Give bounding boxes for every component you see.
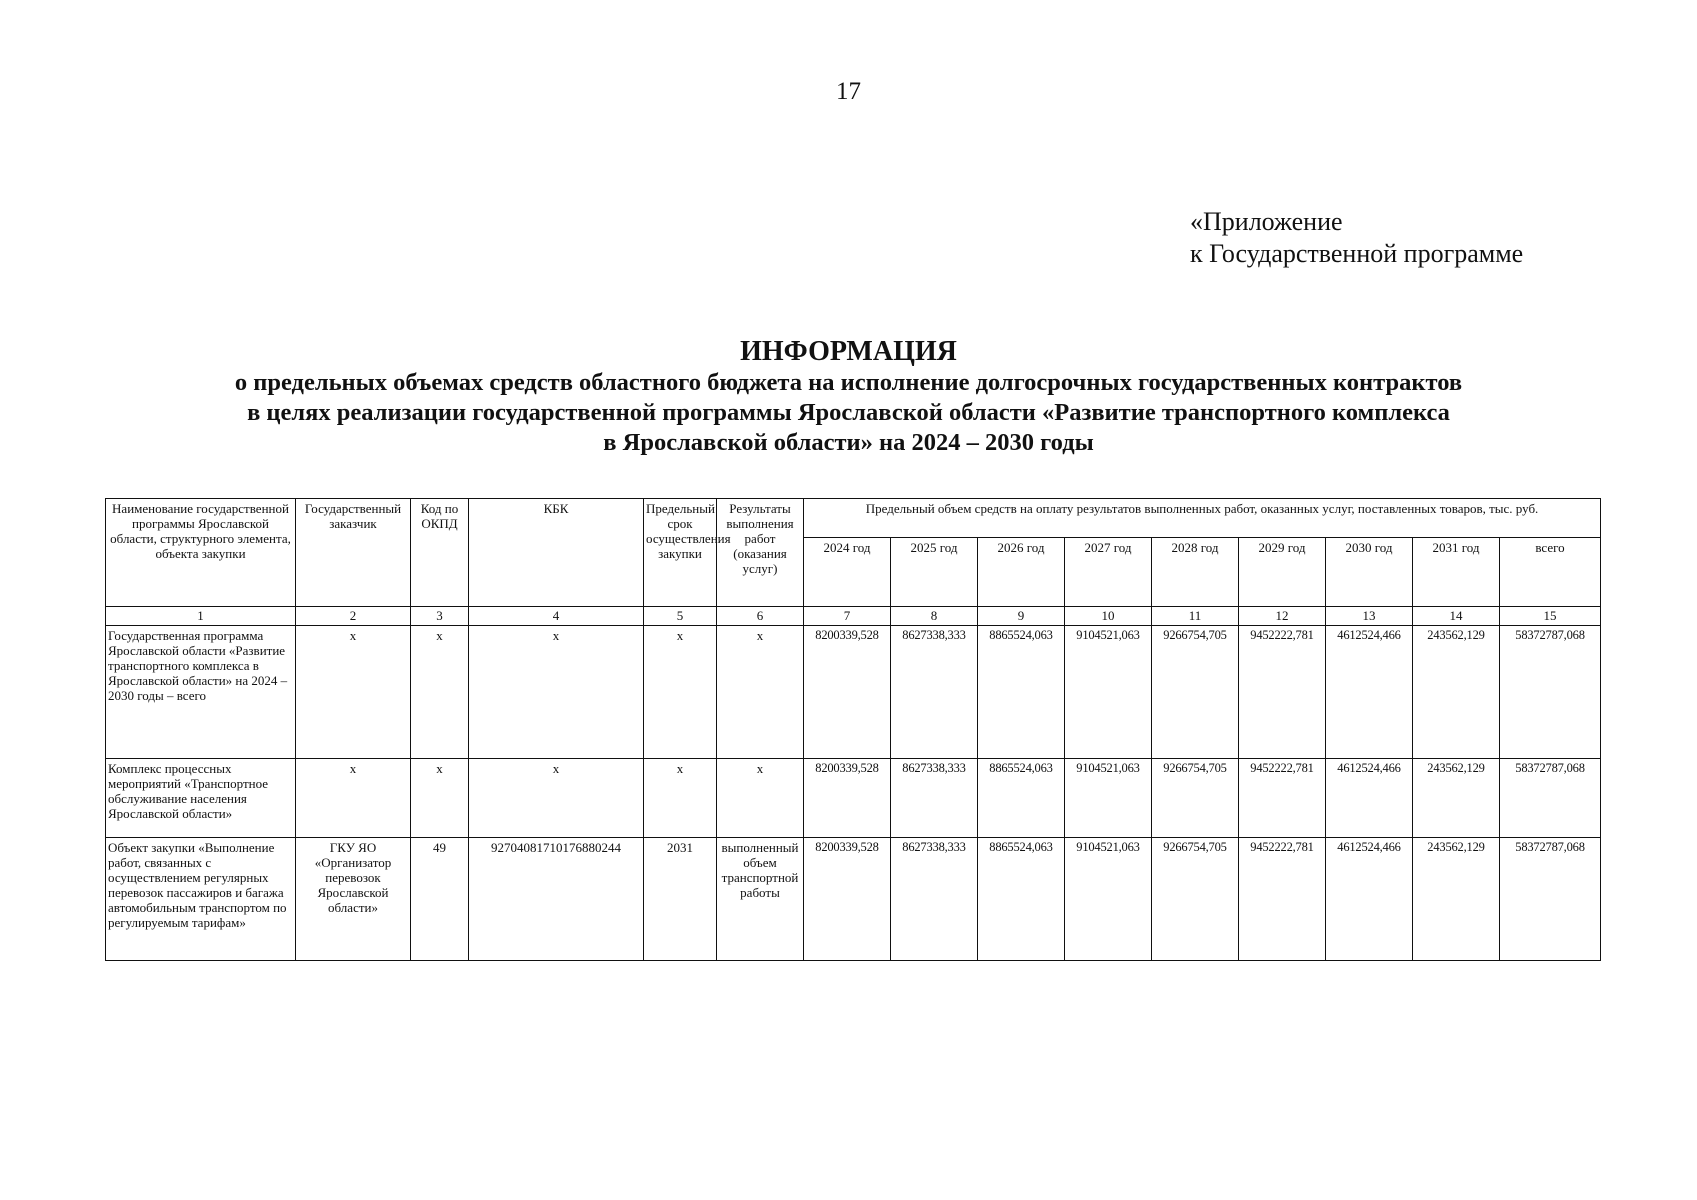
row-value: 243562,129 xyxy=(1413,626,1500,759)
row-name: Комплекс процессных мероприятий «Транспортное обслуживание населения Ярославской области» xyxy=(106,759,296,838)
row-results: х xyxy=(717,626,804,759)
row-value: 9104521,063 xyxy=(1065,626,1152,759)
appendix-line-1: «Приложение xyxy=(1190,207,1343,236)
header-term: Предельный срок осуществления закупки xyxy=(644,499,717,607)
row-okpd: х xyxy=(411,759,469,838)
row-customer: х xyxy=(296,759,411,838)
row-results: х xyxy=(717,759,804,838)
column-number: 9 xyxy=(978,607,1065,626)
row-name: Объект закупки «Выполнение работ, связанных с осуществлением регулярных перевозок пассажиров и багажа автомобильным транспортом по регулируемым тарифам» xyxy=(106,838,296,961)
row-name: Государственная программа Ярославской области «Развитие транспортного комплекса в Ярославской области» на 2024 – 2030 годы – всего xyxy=(106,626,296,759)
column-number: 3 xyxy=(411,607,469,626)
column-number-row xyxy=(106,607,1601,626)
header-row-1 xyxy=(106,499,1601,538)
header-year: 2027 год xyxy=(1065,538,1152,607)
row-value: 4612524,466 xyxy=(1326,759,1413,838)
row-value: 243562,129 xyxy=(1413,759,1500,838)
row-kbk: 92704081710176880244 xyxy=(469,838,644,961)
table-row xyxy=(106,759,1601,838)
row-value: 4612524,466 xyxy=(1326,838,1413,961)
header-results: Результаты выполнения работ (оказания услуг) xyxy=(717,499,804,607)
title-line-1: о предельных объемах средств областного бюджета на исполнение долгосрочных государственных контрактов xyxy=(234,369,1463,396)
row-kbk: х xyxy=(469,626,644,759)
contracts-table xyxy=(105,498,1601,961)
row-value: 243562,129 xyxy=(1413,838,1500,961)
column-number: 13 xyxy=(1326,607,1413,626)
header-year: 2029 год xyxy=(1239,538,1326,607)
column-number: 8 xyxy=(891,607,978,626)
row-value: 8627338,333 xyxy=(891,838,978,961)
row-value: 9104521,063 xyxy=(1065,838,1152,961)
row-value: 9104521,063 xyxy=(1065,759,1152,838)
row-value: 9452222,781 xyxy=(1239,759,1326,838)
row-customer: ГКУ ЯО «Организатор перевозок Ярославской области» xyxy=(296,838,411,961)
header-year: 2026 год xyxy=(978,538,1065,607)
column-number: 2 xyxy=(296,607,411,626)
header-year: 2028 год xyxy=(1152,538,1239,607)
row-value: 8200339,528 xyxy=(804,759,891,838)
row-okpd: х xyxy=(411,626,469,759)
header-kbk: КБК xyxy=(469,499,644,607)
row-customer: х xyxy=(296,626,411,759)
column-number: 12 xyxy=(1239,607,1326,626)
header-year: 2031 год xyxy=(1413,538,1500,607)
row-term: х xyxy=(644,626,717,759)
row-value: 8627338,333 xyxy=(891,626,978,759)
row-okpd: 49 xyxy=(411,838,469,961)
table-row xyxy=(106,838,1601,961)
column-number: 4 xyxy=(469,607,644,626)
header-okpd: Код по ОКПД xyxy=(411,499,469,607)
title-line-2: в целях реализации государственной программы Ярославской области «Развитие транспортного комплекса xyxy=(247,399,1450,426)
row-kbk: х xyxy=(469,759,644,838)
row-results: выполненный объем транспортной работы xyxy=(717,838,804,961)
row-value: 9266754,705 xyxy=(1152,838,1239,961)
row-value: 8200339,528 xyxy=(804,626,891,759)
column-number: 6 xyxy=(717,607,804,626)
column-number: 5 xyxy=(644,607,717,626)
table-row xyxy=(106,626,1601,759)
header-total: всего xyxy=(1500,538,1601,607)
row-total: 58372787,068 xyxy=(1500,626,1601,759)
row-value: 9266754,705 xyxy=(1152,759,1239,838)
header-customer: Государственный заказчик xyxy=(296,499,411,607)
row-value: 8865524,063 xyxy=(978,759,1065,838)
row-term: х xyxy=(644,759,717,838)
header-year: 2024 год xyxy=(804,538,891,607)
appendix-line-2: к Государственной программе xyxy=(1190,239,1524,268)
row-total: 58372787,068 xyxy=(1500,838,1601,961)
title-main: ИНФОРМАЦИЯ xyxy=(740,336,957,367)
header-year: 2030 год xyxy=(1326,538,1413,607)
column-number: 14 xyxy=(1413,607,1500,626)
row-value: 4612524,466 xyxy=(1326,626,1413,759)
page-number: 17 xyxy=(836,78,861,105)
row-value: 8865524,063 xyxy=(978,626,1065,759)
document-title xyxy=(60,336,1637,458)
column-number: 7 xyxy=(804,607,891,626)
row-value: 8627338,333 xyxy=(891,759,978,838)
row-value: 9452222,781 xyxy=(1239,838,1326,961)
header-year: 2025 год xyxy=(891,538,978,607)
header-volume-group: Предельный объем средств на оплату результатов выполненных работ, оказанных услуг, поставленных товаров, тыс. руб. xyxy=(804,499,1601,538)
row-term: 2031 xyxy=(644,838,717,961)
column-number: 11 xyxy=(1152,607,1239,626)
title-line-3: в Ярославской области» на 2024 – 2030 годы xyxy=(603,429,1094,456)
row-value: 8200339,528 xyxy=(804,838,891,961)
row-value: 8865524,063 xyxy=(978,838,1065,961)
appendix-note xyxy=(1190,206,1523,270)
header-name: Наименование государственной программы Ярославской области, структурного элемента, объекта закупки xyxy=(106,499,296,607)
row-value: 9266754,705 xyxy=(1152,626,1239,759)
column-number: 15 xyxy=(1500,607,1601,626)
column-number: 1 xyxy=(106,607,296,626)
row-total: 58372787,068 xyxy=(1500,759,1601,838)
column-number: 10 xyxy=(1065,607,1152,626)
row-value: 9452222,781 xyxy=(1239,626,1326,759)
